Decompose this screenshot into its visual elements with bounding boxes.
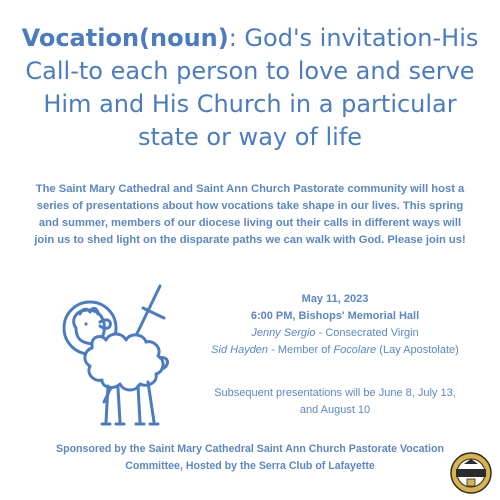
speaker-1	[205, 325, 465, 342]
vocation-definition: : God's invitation-His Call-to each person to love and serve Him and His Church in a particular state or way of life	[25, 24, 479, 151]
lamb-of-god-illustration	[40, 282, 200, 434]
speaker-2	[205, 342, 465, 359]
speaker-2-role-prefix: - Member of	[268, 344, 334, 356]
subsequent-dates: Subsequent presentations will be June 8, July 13, and August 10	[214, 387, 456, 416]
speaker-1-role: - Consecrated Virgin	[315, 327, 419, 339]
intro-paragraph: The Saint Mary Cathedral and Saint Ann Church Pastorate community will host a series of presentations about how vocations take shape in our lives. This spring and summer, members of our diocese living out their calls in different ways will join us to shed light on the disparate paths we can walk with God. Please join us!	[34, 183, 466, 246]
speaker-2-org: Focolare	[333, 344, 377, 356]
vocation-term: Vocation(noun)	[21, 24, 229, 52]
sponsor-line: Sponsored by the Saint Mary Cathedral Saint Ann Church Pastorate Vocation Committee, Hosted by the Serra Club of Lafayette	[56, 443, 444, 472]
speaker-2-name: Sid Hayden	[211, 344, 269, 356]
speaker-2-role-suffix: (Lay Apostolate)	[376, 344, 459, 356]
vocation-definition-headline	[20, 22, 480, 154]
speaker-1-name: Jenny Sergio	[251, 327, 316, 339]
event-time-place: 6:00 PM, Bishops' Memorial Hall	[250, 310, 420, 322]
serra-club-seal-logo	[450, 452, 492, 494]
event-date: May 11, 2023	[301, 293, 369, 305]
event-details	[205, 291, 465, 359]
